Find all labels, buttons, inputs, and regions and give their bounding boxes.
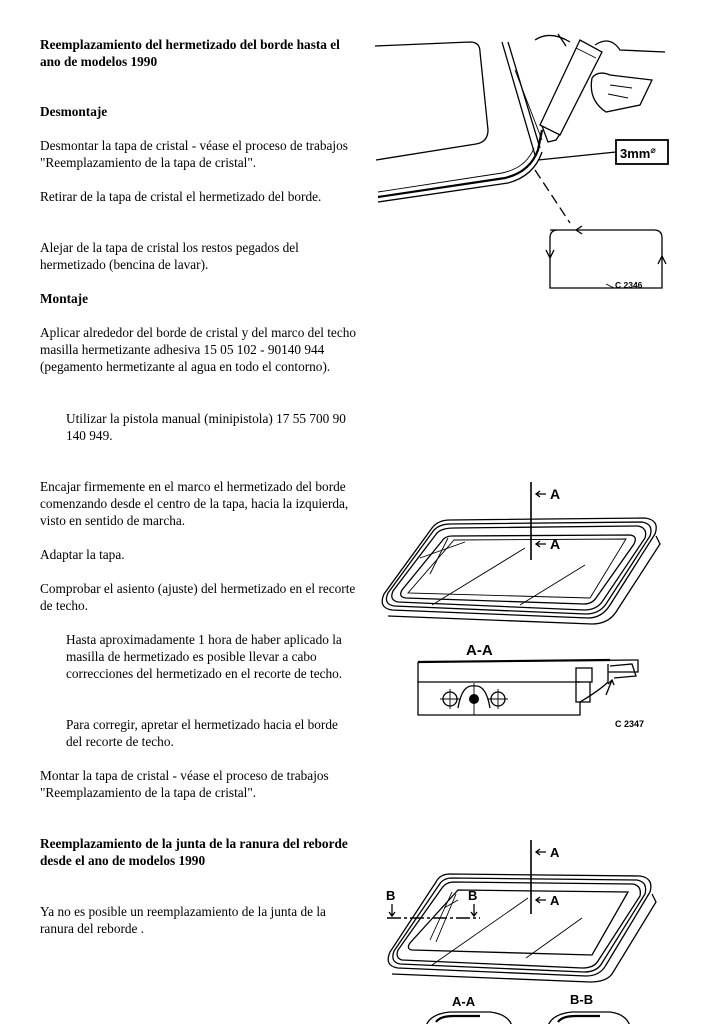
hand-icon: [535, 34, 665, 112]
section-title-desde-1990: Reemplazamiento de la junta de la ranura del reborde desde el ano de modelos 1990: [40, 836, 348, 868]
paragraph-aplicar-masilla: Aplicar alrededor del borde de cristal y del marco del techo masilla hermetizante adhesiva 15 05 102 - 90140 944 (pegamento hermetizante al agua en todo el contorno).: [40, 325, 357, 374]
paragraph-montar-tapa: Montar la tapa de cristal - véase el proceso de trabajos "Reemplazamiento de la tapa de cristal".: [40, 768, 329, 800]
marker-a-top: A: [550, 845, 560, 860]
note-correcciones: Hasta aproximadamente 1 hora de haber aplicado la masilla de hermetizado es posible llevar a cabo correcciones del hermetizado en el recorte de techo.: [66, 632, 343, 681]
figure-seal-frame-groove: [370, 830, 710, 1024]
figure-sealant-application: [370, 30, 710, 300]
seal-frame-outline: [382, 518, 660, 624]
marker-a-mid: A: [550, 893, 560, 908]
seal-frame-outline: [388, 874, 656, 982]
glass-panel-outline: [375, 42, 488, 160]
arrow-a-mid-icon: [536, 541, 546, 547]
arrow-b-left-icon: [389, 904, 395, 916]
arrow-a-mid-icon: [536, 897, 546, 903]
paragraph-encajar-hermetizado: Encajar firmemente en el marco el hermetizado del borde comenzando desde el centro de la tapa, hacia la izquierda, visto en sentido de marcha.: [40, 479, 349, 528]
paragraph-ya-no-posible: Ya no es posible un reemplazamiento de la junta de la ranura del reborde .: [40, 904, 326, 936]
arrow-b-right-icon: [471, 904, 477, 916]
section-b-b-drawing: [548, 1012, 630, 1024]
paragraph-adaptar-tapa: Adaptar la tapa.: [40, 547, 125, 562]
arrow-a-top-icon: [536, 491, 546, 497]
section-title-hasta-1990: Reemplazamiento del hermetizado del borde hasta el ano de modelos 1990: [40, 37, 340, 69]
section-a-a-drawing: [418, 660, 638, 715]
section-label-b-b: B-B: [570, 992, 594, 1007]
paragraph-comprobar-asiento: Comprobar el asiento (ajuste) del hermetizado en el recorte de techo.: [40, 581, 356, 613]
sealant-gun-icon: [540, 40, 602, 142]
marker-a-mid: A: [550, 536, 561, 552]
note-pistola-manual: Utilizar la pistola manual (minipistola) 17 55 700 90 140 949.: [66, 411, 346, 443]
section-label-a-a: A-A: [466, 642, 493, 659]
paragraph-desmontar-tapa: Desmontar la tapa de cristal - véase el proceso de trabajos "Reemplazamiento de la tapa de cristal".: [40, 138, 348, 170]
marker-b-left: B: [386, 888, 396, 903]
paragraph-alejar-restos: Alejar de la tapa de cristal los restos pegados del hermetizado (bencina de lavar).: [40, 240, 299, 272]
paragraph-retirar-hermetizado: Retirar de la tapa de cristal el hermetizado del borde.: [40, 189, 322, 204]
heading-desmontaje: Desmontaje: [40, 104, 108, 119]
direction-diagram-box: [550, 230, 662, 288]
figure-seal-frame-section: [370, 470, 710, 740]
heading-montaje: Montaje: [40, 291, 88, 306]
seal-size-label: 3mm⌀: [620, 145, 656, 161]
figure-code: C 2347: [615, 719, 645, 729]
seal-strip: [378, 130, 542, 197]
marker-a-top: A: [550, 486, 561, 502]
marker-b-right: B: [468, 888, 478, 903]
section-label-a-a: A-A: [452, 994, 476, 1009]
arrow-a-top-icon: [536, 849, 546, 855]
figure-code: C 2346: [615, 280, 643, 290]
note-corregir: Para corregir, apretar el hermetizado hacia el borde del recorte de techo.: [66, 717, 338, 749]
